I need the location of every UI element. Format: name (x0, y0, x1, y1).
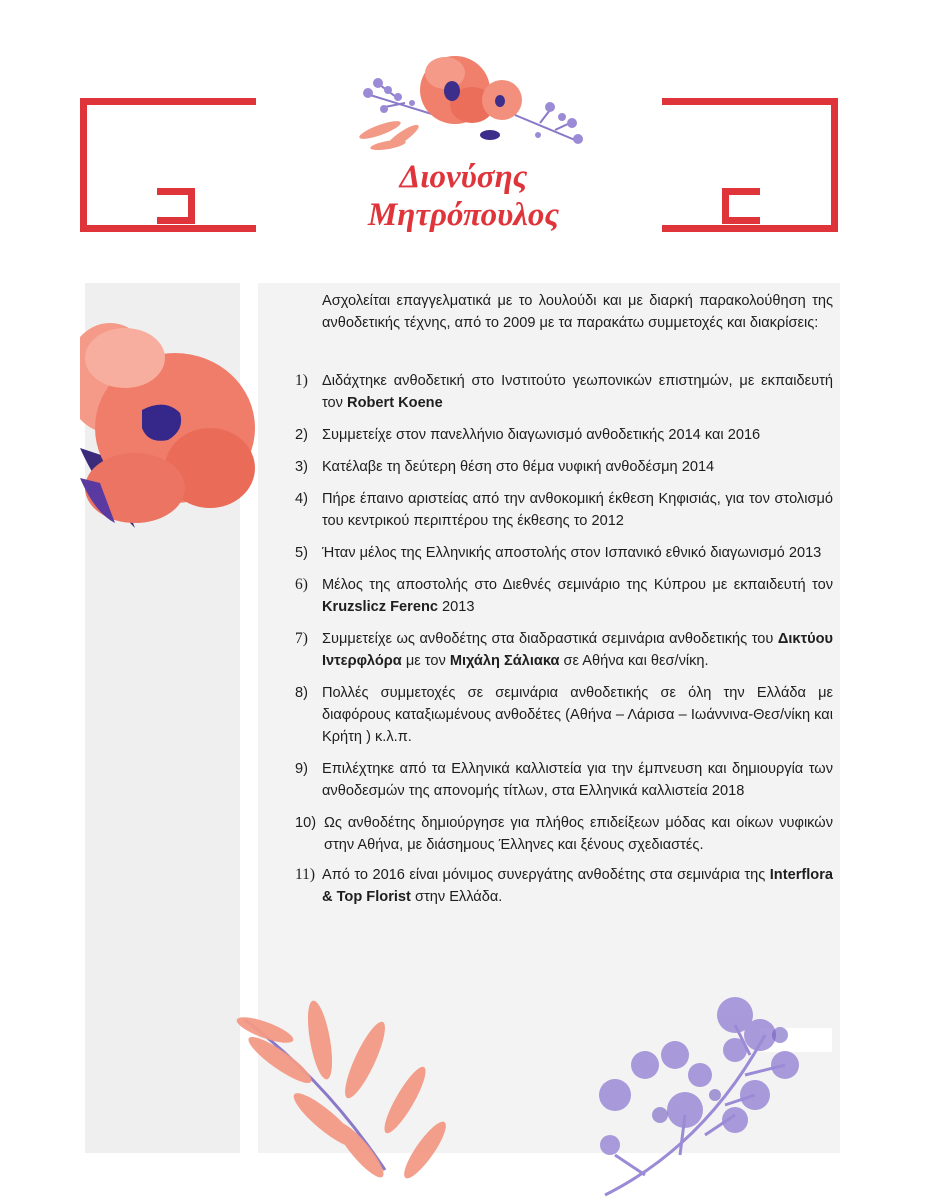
item-number: 9) (295, 761, 308, 777)
item-text-part: με τον (401, 653, 450, 669)
poppy-bouquet-icon (340, 45, 590, 155)
item-bold-name: Μιχάλη Σάλιακα (449, 653, 560, 669)
list-item (295, 488, 833, 532)
list-item (295, 812, 833, 856)
list-item (295, 628, 833, 672)
item-text-part: Από το 2016 είναι μόνιμος συνεργάτης ανθοδέτης στα σεμινάρια της (322, 867, 770, 883)
item-text: Κατέλαβε τη δεύτερη θέση στο θέμα νυφική ανθοδέσμη 2014 (322, 459, 715, 475)
item-text (322, 864, 833, 908)
item-number: 8) (295, 685, 308, 701)
item-number: 10) (295, 815, 317, 831)
list-item (295, 542, 833, 564)
list-item (295, 758, 833, 802)
item-bold-name: Robert Koene (347, 395, 443, 411)
item-number: 6) (295, 576, 308, 593)
item-number: 7) (295, 630, 308, 647)
coral-leaves-icon (225, 1000, 475, 1200)
item-text: Ήταν μέλος της Ελληνικής αποστολής στον Ισπανικό εθνικό διαγωνισμό 2013 (322, 545, 822, 561)
item-text (322, 370, 833, 414)
item-text: Πολλές συμμετοχές σε σεμινάρια ανθοδετικής σε όλη την Ελλάδα με διαφόρους καταξιωμένους ανθοδέτες (Αθήνα – Λάρισα – Ιωάννινα-Θεσ/νίκη και Κρήτη ) κ.λ.π. (322, 685, 833, 745)
purple-berry-branch-icon (585, 995, 815, 1200)
item-text: Συμμετείχε στον πανελλήνιο διαγωνισμό ανθοδετικής 2014 και 2016 (322, 427, 761, 443)
item-text-part: Διδάχτηκε ανθοδετική στο Ινστιτούτο γεωπονικών επιστημών, με εκπαιδευτή τον (322, 373, 833, 411)
item-bold-name: Δικτύου Ιντερφλόρα (322, 631, 833, 669)
item-number: 11) (295, 866, 316, 883)
item-text-part: Συμμετείχε ως ανθοδέτης στα διαδραστικά σεμινάρια ανθοδετικής του (322, 631, 778, 647)
item-number: 1) (295, 372, 308, 389)
item-number: 4) (295, 491, 308, 507)
list-item (295, 370, 833, 414)
item-number: 5) (295, 545, 308, 561)
poppy-illustration-icon (80, 318, 260, 533)
list-item (295, 682, 833, 748)
item-text-part: Μέλος της αποστολής στο Διεθνές σεμινάριο της Κύπρου με εκπαιδευτή τον (322, 577, 833, 593)
item-number: 3) (295, 459, 308, 475)
item-bold-name: Kruzslicz Ferenc (322, 599, 438, 615)
item-text-part: σε Αθήνα και θεσ/νίκη. (559, 653, 709, 669)
awards-list (295, 370, 833, 908)
item-text: Ως ανθοδέτης δημιούργησε για πλήθος επιδείξεων μόδας και οίκων νυφικών στην Αθήνα, με διάσημους Έλληνες και ξένους σχεδιαστές. (324, 815, 833, 853)
list-item (295, 864, 833, 908)
item-number: 2) (295, 427, 308, 443)
item-text-part: 2013 (437, 599, 475, 615)
item-text: Πήρε έπαινο αριστείας από την ανθοκομική έκθεση Κηφισιάς, για τον στολισμό του κεντρικού περιπτέρου της έκθεσης το 2012 (322, 491, 833, 529)
item-text-part: στην Ελλάδα. (410, 889, 503, 905)
item-text (322, 574, 833, 618)
page-title-first-name: Διονύσης (399, 159, 528, 195)
item-text (322, 628, 833, 672)
item-bold-name: Interflora & Top Florist (322, 867, 833, 905)
list-item (295, 424, 833, 446)
intro-paragraph: Ασχολείται επαγγελματικά με το λουλούδι και με διαρκή παρακολούθηση της ανθοδετικής τέχνης, από το 2009 με τα παρακάτω συμμετοχές και διακρίσεις: (322, 293, 833, 331)
awards-content (295, 290, 833, 918)
item-text: Επιλέχτηκε από τα Ελληνικά καλλιστεία για την έμπνευση και δημιουργία των ανθοδεσμών της απονομής τίτλων, στα Ελληνικά καλλιστεία 2018 (322, 761, 833, 799)
greek-key-spiral-left (157, 188, 195, 224)
page-title-last-name: Μητρόπουλος (367, 197, 560, 233)
list-item (295, 456, 833, 478)
list-item (295, 574, 833, 618)
greek-key-spiral-right (722, 188, 760, 224)
